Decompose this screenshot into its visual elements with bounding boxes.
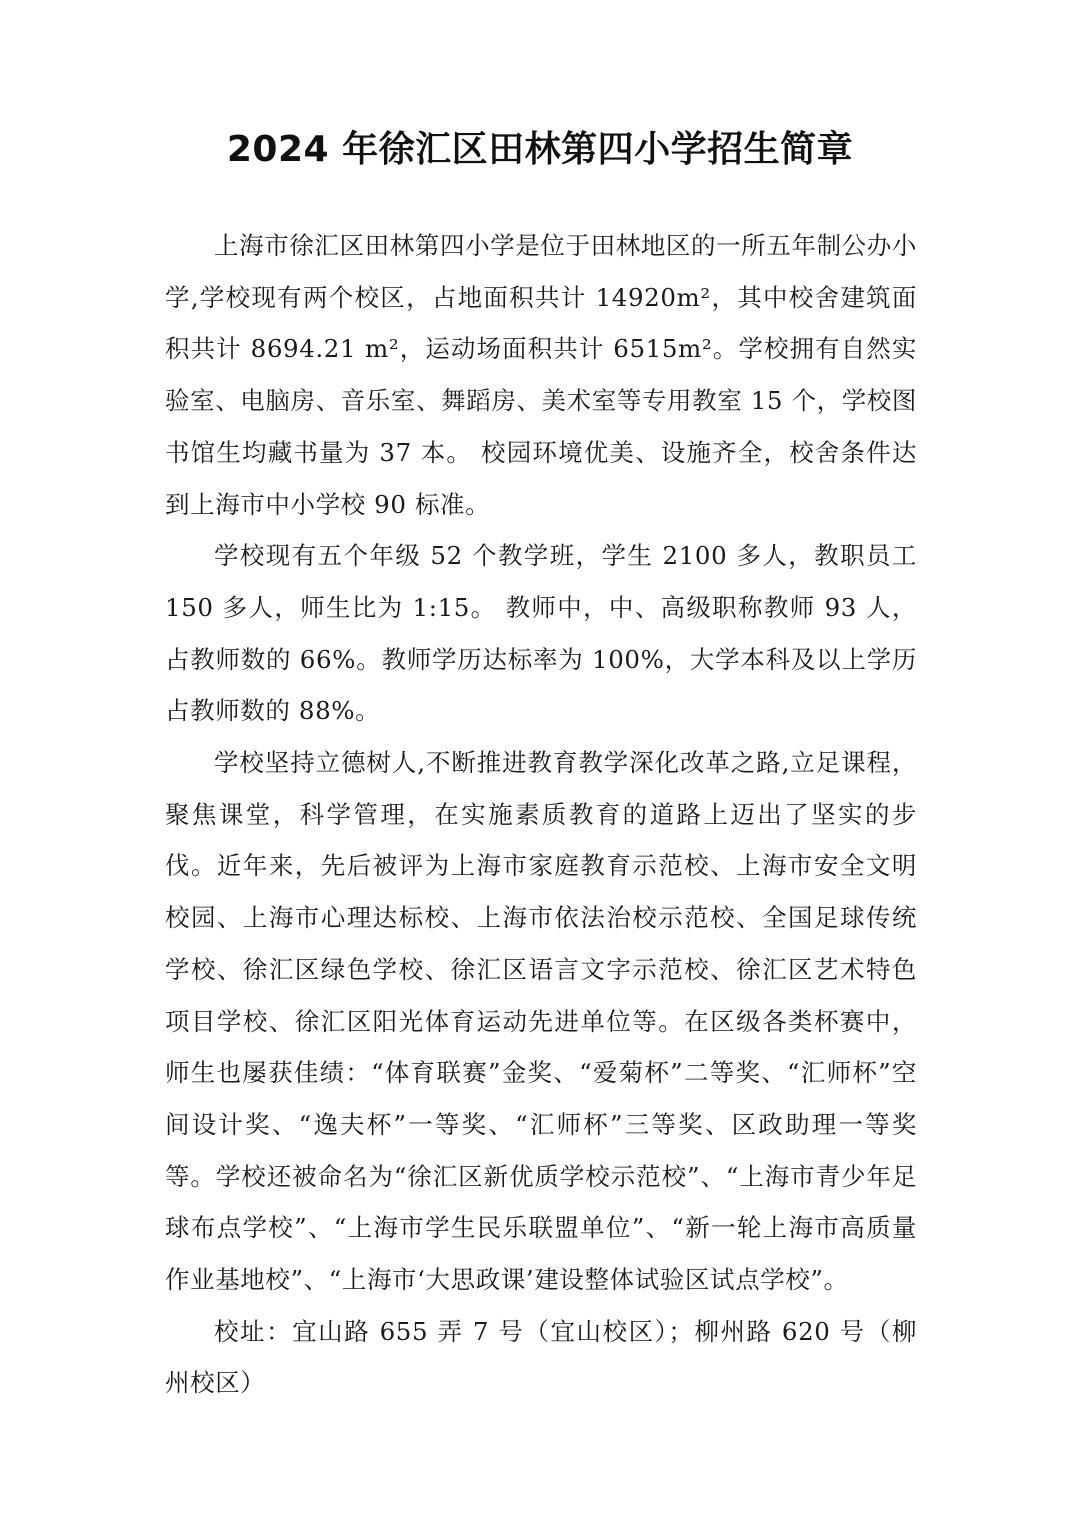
paragraph-address: 校址：宜山路 655 弄 7 号（宜山校区）；柳州路 620 号（柳州校区） bbox=[165, 1316, 917, 1398]
document-body bbox=[165, 220, 917, 1409]
paragraph-honors: 学校坚持立德树人,不断推进教育教学深化改革之路,立足课程，聚焦课堂，科学管理，在实施素质教育的道路上迈出了坚实的步伐。近年来，先后被评为上海市家庭教育示范校、上海市安全文明校园、上海市心理达标校、上海市依法治校示范校、全国足球传统学校、徐汇区绿色学校、徐汇区语言文字示范校、徐汇区艺术特色项目学校、徐汇区阳光体育运动先进单位等。在区级各类杯赛中，师生也屡获佳绩：“体育联赛”金奖、“爱菊杯”二等奖、“汇师杯”空间设计奖、“逸夫杯”一等奖、“汇师杯”三等奖、区政助理一等奖等。学校还被命名为“徐汇区新优质学校示范校”、“上海市青少年足球布点学校”、“上海市学生民乐联盟单位”、“新一轮上海市高质量作业基地校”、“上海市‘大思政课’建设整体试验区试点学校”。 bbox=[165, 748, 917, 1295]
page-title: 2024 年徐汇区田林第四小学招生简章 bbox=[226, 129, 854, 170]
paragraph-school-overview: 上海市徐汇区田林第四小学是位于田林地区的一所五年制公办小学,学校现有两个校区，占地面积共计 14920m²，其中校舍建筑面积共计 8694.21 m²，运动场面积共计 6515m²。学校拥有自然实验室、电脑房、音乐室、舞蹈房、美术室等专用教室 15 个，学校图书馆生均藏书量为 37 本。 校园环境优美、设施齐全，校舍条件达到上海市中小学校 90 标准。 bbox=[165, 231, 917, 519]
paragraph-staff-students: 学校现有五个年级 52 个教学班，学生 2100 多人，教职员工 150 多人，师生比为 1:15。 教师中，中、高级职称教师 93 人，占教师数的 66%。教师学历达标率为 100%，大学本科及以上学历占教师数的 88%。 bbox=[165, 541, 917, 726]
